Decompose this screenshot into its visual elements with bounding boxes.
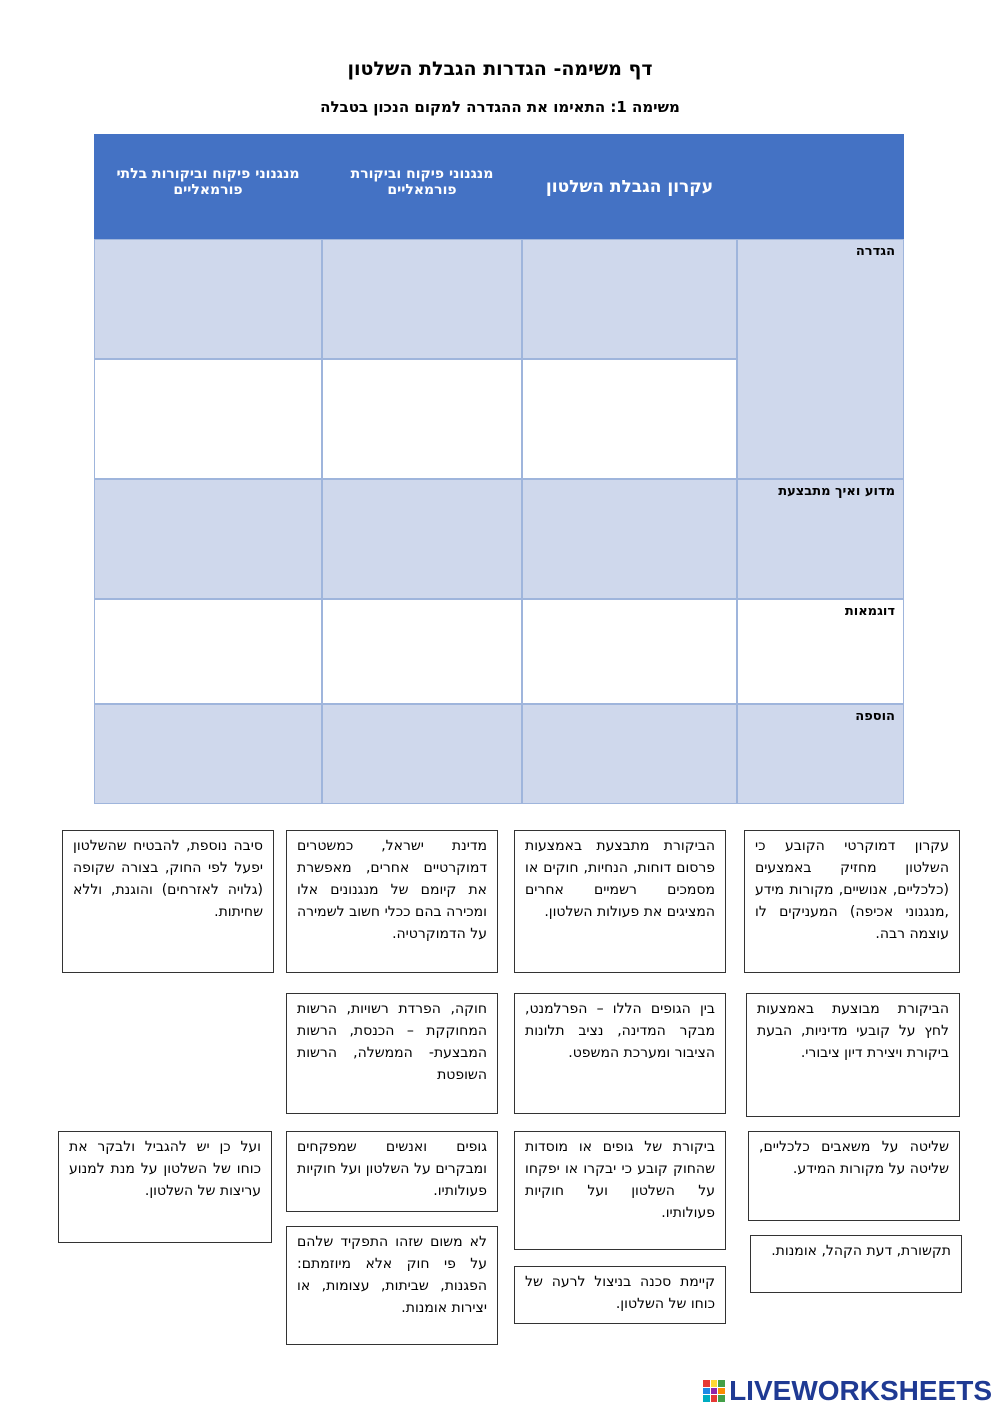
draggable-card[interactable]: לא משום שזהו התפקיד שלהם על פי חוק אלא מיוזמתם: הפגנות, שביתות, עצומות, או יצירות אומנות. xyxy=(286,1226,498,1345)
drop-cell[interactable] xyxy=(94,479,322,599)
header-formal-mechanisms: מנגנוני פיקוח וביקורת פורמאליים xyxy=(322,134,522,239)
liveworksheets-logo xyxy=(703,1375,992,1407)
draggable-card[interactable]: מדינת ישראל, כמשטרים דמוקרטיים אחרים, מאפשרת את קיומם של מנגנונים אלו ומכירה בהם ככלי חשוב לשמירה על הדמוקרטיה. xyxy=(286,830,498,973)
draggable-card[interactable]: עקרון דמוקרטי הקובע כי השלטון מחזיק באמצעים (כלכליים, אנושיים, מקורות מידע ,מנגנוני אכיפה) המעניקים לו עוצמה רבה. xyxy=(744,830,960,973)
drop-cell[interactable] xyxy=(522,239,737,359)
drop-cell[interactable] xyxy=(94,599,322,704)
header-principle: עקרון הגבלת השלטון xyxy=(522,134,737,239)
drop-cell[interactable] xyxy=(322,599,522,704)
liveworksheets-icon xyxy=(703,1380,725,1402)
row-label-cell-addition xyxy=(737,704,904,804)
row-label-cell-why-how xyxy=(737,479,904,599)
draggable-card[interactable]: הביקורת מתבצעת באמצעות פרסום דוחות, הנחיות, חוקים או מסמכים רשמיים אחרים המציגים את פעולות השלטון. xyxy=(514,830,726,973)
drop-cell[interactable] xyxy=(94,239,322,359)
brand-name: LIVEWORKSHEETS xyxy=(729,1375,992,1406)
row-label-cell-examples xyxy=(737,599,904,704)
draggable-card[interactable]: ביקורת של גופים או מוסדות שהחוק קובע כי יבקרו או יפקחו על השלטון ועל חוקיות פעולותיו. xyxy=(514,1131,726,1250)
drop-cell[interactable] xyxy=(94,359,322,479)
draggable-card[interactable]: הביקורת מבוצעת באמצעות לחץ על קובעי מדיניות, הבעת ביקורת ויצירת דיון ציבורי. xyxy=(746,993,960,1117)
draggable-card[interactable]: גופים ואנשים שמפקחים ומבקרים על השלטון ועל חוקיות פעולותיו. xyxy=(286,1131,498,1212)
drop-cell[interactable] xyxy=(322,239,522,359)
draggable-card[interactable]: חוקה, הפרדת רשויות, הרשות המחוקקת – הכנסת, הרשות המבצעת- הממשלה, הרשות השופטת xyxy=(286,993,498,1114)
draggable-card[interactable]: בין הגופים הללו – הפרלמנט, מבקר המדינה, נציב תלונות הציבור ומערכת המשפט. xyxy=(514,993,726,1114)
header-informal-mechanisms: מנגנוני פיקוח וביקורות בלתי פורמאליים xyxy=(94,134,322,239)
drop-cell[interactable] xyxy=(522,599,737,704)
row-label-cell-definition xyxy=(737,239,904,479)
drop-cell[interactable] xyxy=(522,704,737,804)
draggable-card[interactable]: קיימת סכנה בניצול לרעה של כוחו של השלטון. xyxy=(514,1266,726,1324)
task-instruction: משימה 1: התאימו את ההגדרה למקום הנכון בטבלה xyxy=(320,98,680,116)
row-label-why-how: מדוע ואיך מתבצעת xyxy=(778,484,895,499)
page-title: דף משימה- הגדרות הגבלת השלטון xyxy=(347,58,653,80)
drop-cell[interactable] xyxy=(522,479,737,599)
drop-cell[interactable] xyxy=(322,359,522,479)
draggable-card[interactable]: ועל כן יש להגביל ולבקר את כוחו של השלטון על מנת למנוע עריצות של השלטון. xyxy=(58,1131,272,1243)
header-corner xyxy=(737,134,904,239)
draggable-card[interactable]: סיבה נוספת, להבטיח שהשלטון יפעל לפי החוק, בצורה שקופה (גלויה לאזרחים) והוגנת, וללא שחיתות. xyxy=(62,830,274,973)
matching-table xyxy=(94,134,904,804)
draggable-card[interactable]: שליטה על משאבים כלכליים, שליטה על מקורות המידע. xyxy=(748,1131,960,1221)
row-label-examples: דוגמאות xyxy=(844,604,895,619)
drop-cell[interactable] xyxy=(94,704,322,804)
row-label-addition: הוספה xyxy=(855,709,895,724)
drop-cell[interactable] xyxy=(322,479,522,599)
draggable-card[interactable]: תקשורת, דעת הקהל, אומנות. xyxy=(750,1235,962,1293)
row-label-definition: הגדרה xyxy=(855,244,895,259)
drop-cell[interactable] xyxy=(522,359,737,479)
drop-cell[interactable] xyxy=(322,704,522,804)
